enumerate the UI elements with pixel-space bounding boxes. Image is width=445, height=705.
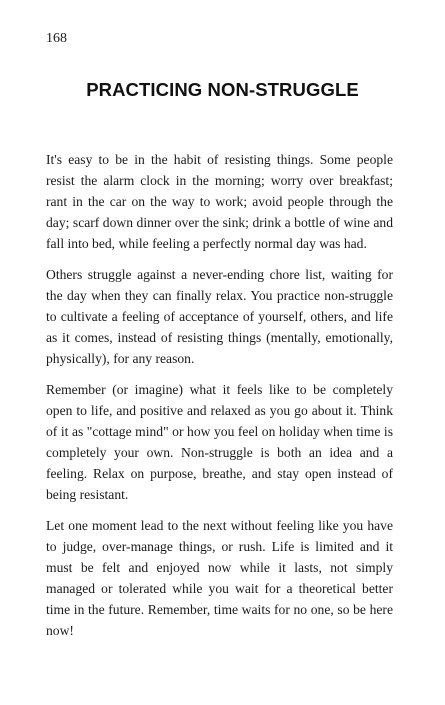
paragraph-4: Let one moment lead to the next without feeling like you have to judge, over-manage things, or rush. Life is limited and it must be felt and enjoyed now while it lasts, not simply managed or tolerated while you wait for a theoretical better time in the future. Remember, time waits for no one, so be here now! [46,518,393,638]
chapter-title: PRACTICING NON-STRUGGLE [86,79,359,100]
page-number: 168 [46,31,67,46]
body-text [46,149,393,651]
paragraph-2: Others struggle against a never-ending chore list, waiting for the day when they can finally relax. You practice non-struggle to cultivate a feeling of acceptance of yourself, others, and life as it comes, instead of resisting things (mentally, emotionally, physically), for any reason. [46,267,393,366]
paragraph-3: Remember (or imagine) what it feels like to be completely open to life, and positive and relaxed as you go about it. Think of it as "cottage mind" or how you feel on holiday when time is completely your own. Non-struggle is both an idea and a feeling. Relax on purpose, breathe, and stay open instead of being resistant. [46,382,393,502]
paragraph-1: It's easy to be in the habit of resisting things. Some people resist the alarm clock in the morning; worry over breakfast; rant in the car on the way to work; avoid people through the day; scarf down dinner over the sink; drink a bottle of wine and fall into bed, while feeling a perfectly normal day was had. [46,152,393,251]
